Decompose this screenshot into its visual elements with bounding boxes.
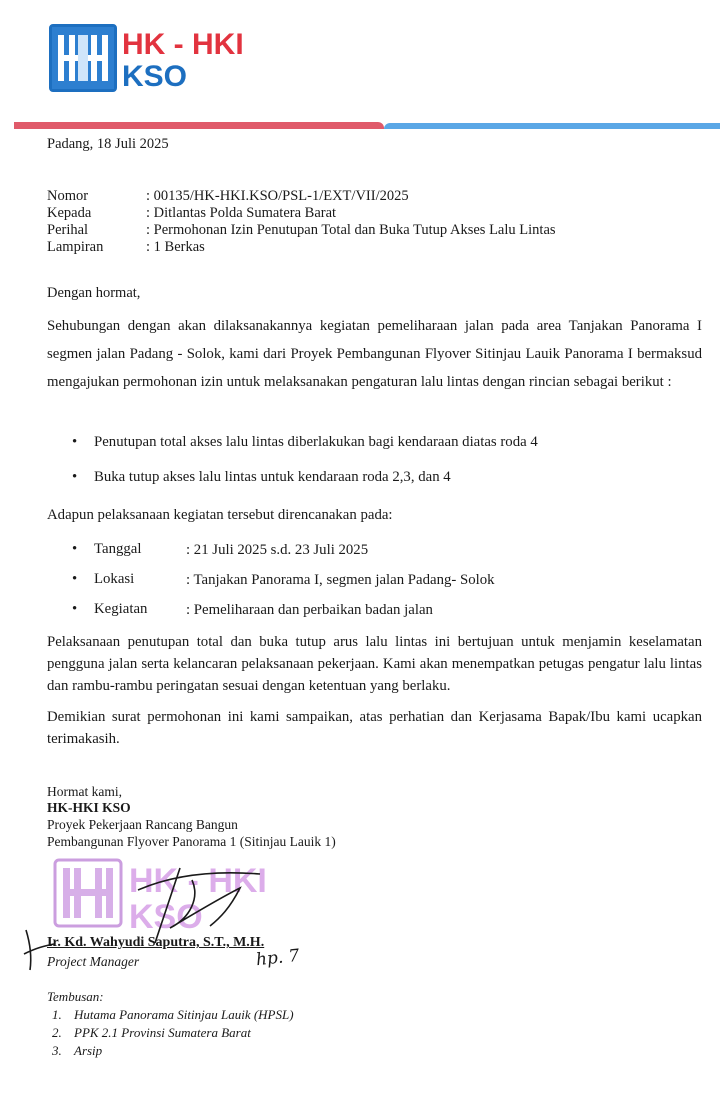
salutation: Dengan hormat,: [47, 285, 141, 301]
company-logo-mark: [49, 24, 117, 92]
request-item-2: Buka tutup akses lalu lintas untuk kendaraan roda 2,3, dan 4: [94, 469, 451, 485]
schedule-value-lokasi: : Tanjakan Panorama I, segmen jalan Padang- Solok: [186, 572, 495, 588]
cc-item-2: PPK 2.1 Provinsi Sumatera Barat: [74, 1025, 251, 1040]
signer-name: Ir. Kd. Wahyudi Saputra, S.T., M.H.: [47, 935, 265, 950]
field-value-kepada: : Ditlantas Polda Sumatera Barat: [146, 205, 337, 221]
closing-paragraph: Demikian surat permohonan ini kami sampaikan, atas perhatian dan Kerjasama Bapak/Ibu kami ucapkan terimakasih.: [47, 709, 702, 747]
schedule-intro: Adapun pelaksanaan kegiatan tersebut direncanakan pada:: [47, 507, 393, 523]
signer-title: Project Manager: [47, 954, 140, 969]
list-item: [74, 469, 451, 486]
schedule-value-tanggal: : 21 Juli 2025 s.d. 23 Juli 2025: [186, 542, 369, 558]
sign-off-greeting: Hormat kami,: [47, 784, 122, 799]
field-value-lampiran: : 1 Berkas: [146, 239, 205, 255]
schedule-label-lokasi: Lokasi: [94, 571, 135, 587]
list-item: [74, 434, 538, 451]
field-value-perihal: : Permohonan Izin Penutupan Total dan Buka Tutup Akses Lalu Lintas: [146, 222, 556, 238]
cc-num-3: 3.: [52, 1043, 62, 1058]
cc-num-1: 1.: [52, 1007, 62, 1022]
schedule-value-kegiatan: : Pemeliharaan dan perbaikan badan jalan: [186, 602, 433, 618]
letterhead-blue-bar: [384, 123, 720, 129]
cc-heading: Tembusan:: [47, 989, 104, 1004]
field-label-perihal: Perihal: [47, 222, 89, 238]
stamp-text-line-2: KSO: [129, 898, 203, 932]
field-label-nomor: Nomor: [47, 188, 89, 204]
list-item: [74, 541, 141, 558]
list-item: [74, 571, 134, 588]
stamp-text-line-1: HK - HKI: [129, 862, 267, 900]
logo-line-2: KSO: [122, 60, 188, 93]
cc-item-1: Hutama Panorama Sitinjau Lauik (HPSL): [74, 1007, 294, 1022]
request-item-1: Penutupan total akses lalu lintas diberlakukan bagi kendaraan diatas roda 4: [94, 434, 538, 450]
field-label-lampiran: Lampiran: [47, 239, 104, 255]
handwritten-note: hp. 7: [255, 945, 301, 971]
sign-off-project-line-2: Pembangunan Flyover Panorama 1 (Sitinjau Lauik 1): [47, 834, 336, 849]
intro-paragraph: Sehubungan dengan akan dilaksanakannya kegiatan pemeliharaan jalan pada area Tanjakan Panorama I segmen jalan Padang - Solok, kami dari Proyek Pembangunan Flyover Sitinjau Lauik Panorama I bermaksud mengajukan permohonan izin untuk melaksanakan pengaturan lalu lintas dengan rincian sebagai berikut :: [47, 318, 702, 390]
date-line: Padang, 18 Juli 2025: [47, 136, 169, 152]
cc-item-3: Arsip: [74, 1043, 103, 1058]
field-value-nomor: : 00135/HK-HKI.KSO/PSL-1/EXT/VII/2025: [146, 188, 409, 204]
sign-off-company: HK-HKI KSO: [47, 800, 131, 815]
field-label-kepada: Kepada: [47, 205, 92, 221]
logo-line-1: HK - HKI: [122, 28, 244, 61]
list-item: [74, 601, 147, 618]
schedule-label-tanggal: Tanggal: [94, 541, 142, 557]
hk-logo-icon: [52, 27, 114, 89]
schedule-label-kegiatan: Kegiatan: [94, 601, 148, 617]
letterhead-red-bar: [14, 122, 384, 129]
cc-num-2: 2.: [52, 1025, 62, 1040]
sign-off-project-line-1: Proyek Pekerjaan Rancang Bangun: [47, 817, 238, 832]
purpose-paragraph: Pelaksanaan penutupan total dan buka tutup arus lalu lintas ini bertujuan untuk menjamin keselamatan pengguna jalan serta kelancaran pelaksanaan pekerjaan. Kami akan menempatkan petugas pengatur lalu lintas dan rambu-rambu peringatan sesuai dengan ketentuan yang berlaku.: [47, 634, 702, 694]
company-logo-text: [122, 30, 244, 92]
